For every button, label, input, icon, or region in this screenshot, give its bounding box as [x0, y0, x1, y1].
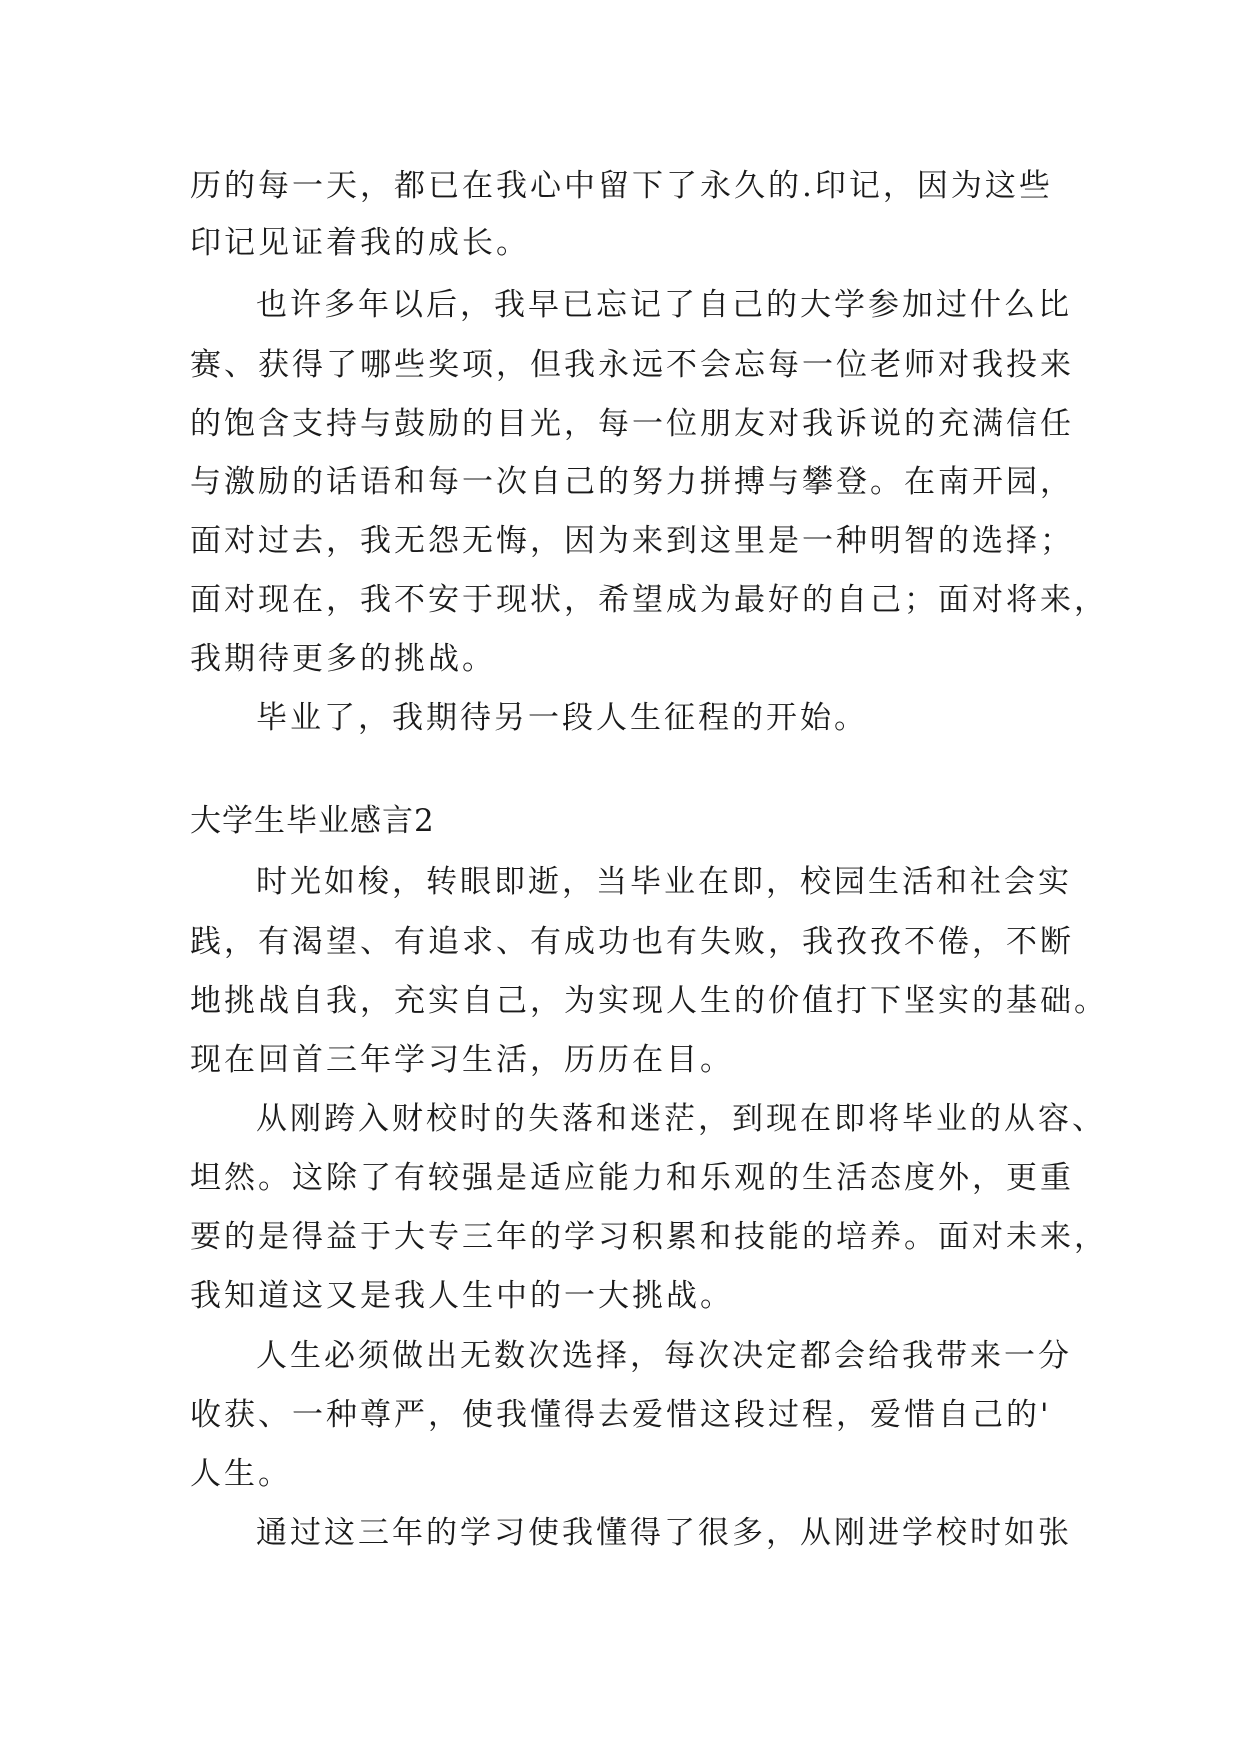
- text-line: 坦然。这除了有较强是适应能力和乐观的生活态度外，更重: [190, 1160, 1074, 1196]
- text-line: 赛、获得了哪些奖项，但我永远不会忘每一位老师对我投来: [190, 347, 1074, 383]
- text-line: 我期待更多的挑战。: [190, 641, 496, 677]
- text-line: 面对现在，我不安于现状，希望成为最好的自己；面对将来，: [190, 582, 1108, 618]
- text-line: 收获、一种尊严，使我懂得去爱惜这段过程，爱惜自己的': [190, 1397, 1052, 1433]
- paragraph-start-line: 人生必须做出无数次选择，每次决定都会给我带来一分: [256, 1338, 1072, 1374]
- paragraph-start-line: 也许多年以后，我早已忘记了自己的大学参加过什么比: [256, 287, 1072, 323]
- paragraph-start-line: 通过这三年的学习使我懂得了很多，从刚进学校时如张: [256, 1515, 1072, 1551]
- text-line: 与激励的话语和每一次自己的努力拼搏与攀登。在南开园，: [190, 464, 1074, 500]
- text-line: 要的是得益于大专三年的学习积累和技能的培养。面对未来，: [190, 1219, 1108, 1255]
- text-line: 面对过去，我无怨无悔，因为来到这里是一种明智的选择；: [190, 523, 1074, 559]
- text-line: 印记见证着我的成长。: [190, 225, 530, 261]
- paragraph-start-line: 从刚跨入财校时的失落和迷茫，到现在即将毕业的从容、: [256, 1101, 1106, 1137]
- paragraph-start-line: 时光如梭，转眼即逝，当毕业在即，校园生活和社会实: [256, 864, 1072, 900]
- paragraph-start-line: 毕业了，我期待另一段人生征程的开始。: [256, 700, 868, 736]
- text-line: 地挑战自我，充实自己，为实现人生的价值打下坚实的基础。: [190, 983, 1108, 1019]
- text-line: 现在回首三年学习生活，历历在目。: [190, 1042, 734, 1078]
- text-line: 历的每一天，都已在我心中留下了永久的.印记，因为这些: [190, 168, 1053, 204]
- text-line: 的饱含支持与鼓励的目光，每一位朋友对我诉说的充满信任: [190, 406, 1074, 442]
- text-line: 我知道这又是我人生中的一大挑战。: [190, 1278, 734, 1314]
- text-line: 践，有渴望、有追求、有成功也有失败，我孜孜不倦，不断: [190, 924, 1074, 960]
- text-line: 人生。: [190, 1456, 292, 1492]
- section-heading: 大学生毕业感言2: [190, 803, 435, 839]
